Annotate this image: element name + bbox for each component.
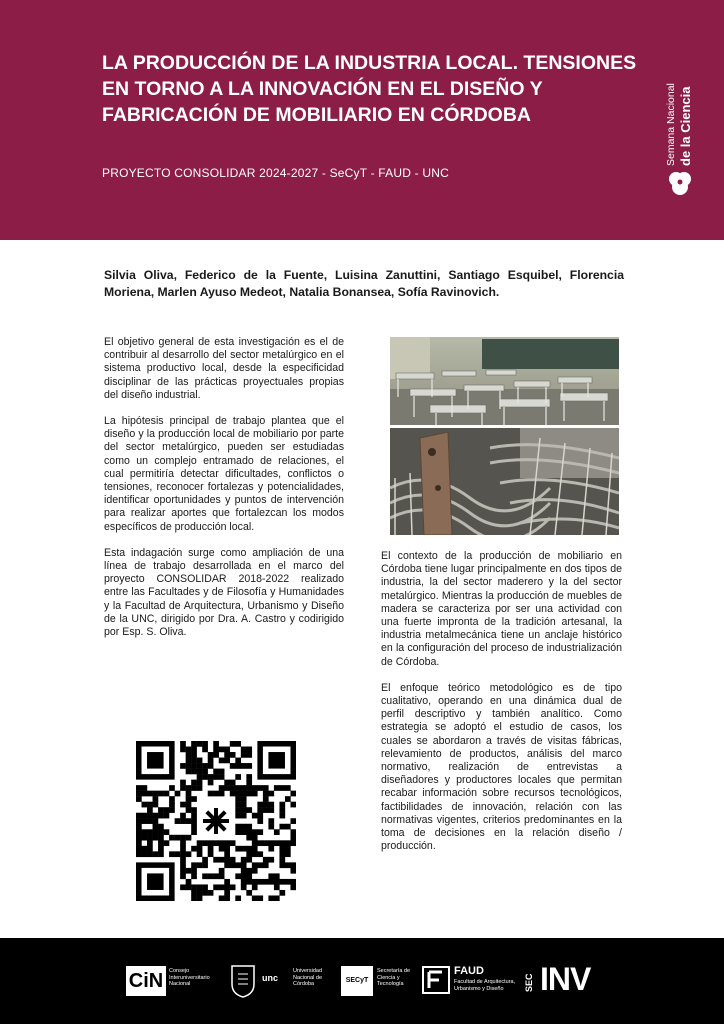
secyt-logo-text: Secretaría de Ciencia y Tecnología: [377, 968, 411, 987]
qr-center-asterisk-icon: [203, 808, 229, 834]
right-column: [381, 550, 622, 866]
brand-line-1: Semana Nacional: [665, 83, 677, 166]
paragraph-context: El contexto de la producción de mobiliario en Córdoba tiene lugar principalmente en dos tipos de industria, la del sector maderero y la del sector metalúrgico. Mientras la producción de muebles de madera se caracteriza por ser una actividad con una fuerte impronta de la tradición artesanal, la industria metalmecánica tiene un anclaje histórico en la configuración del proceso de industrialización de Córdoba.: [381, 550, 622, 668]
unc-shield-icon: [230, 964, 256, 998]
paragraph-background: Esta indagación surge como ampliación de una línea de trabajo desarrollada en el marco del proyecto CONSOLIDAR 2018-2022 realizado entre las Facultades y de Filosofía y Humanidades y la Facultad de Arquitectura, Urbanismo y Diseño de la UNC, dirigido por Dra. A. Castro y codirigido por Esp. S. Oliva.: [104, 546, 344, 639]
sec-label-text: SEC: [524, 973, 534, 992]
faud-mark-icon: [422, 966, 450, 994]
unc-logo: unc: [262, 973, 279, 983]
unc-logo-text: Universidad Nacional de Córdoba: [293, 968, 323, 987]
footer-logos: [0, 938, 724, 1024]
sec-label: [524, 962, 536, 998]
secyt-logo: SECyT: [341, 966, 373, 996]
poster-title: LA PRODUCCIÓN DE LA INDUSTRIA LOCAL. TENSIONES EN TORNO A LA INNOVACIÓN EN EL DISEÑO Y FABRICACIÓN DE MOBILIARIO EN CÓRDOBA: [102, 52, 637, 126]
faud-logo: FAUD: [454, 965, 484, 977]
paragraph-methodology: El enfoque teórico metodológico es de tipo cualitativo, operando en una dinámica dual de perfil descriptivo y también analítico. Como estrategia se adoptó el estudio de casos, los cuales se abordaron a través de visitas fábricas, relevamiento de productos, análisis del marco normativo, realización de entrevistas a diseñadores y productores locales que permitan recabar información sobre recursos tecnológicos, factibilidades de innovación, relación con las normativas vigentes, criterios predominantes en la toma de decisiones en la relación diseño / producción.: [381, 681, 622, 853]
header-banner: [0, 0, 724, 240]
faud-logo-text: Facultad de Arquitectura, Urbanismo y Diseño: [454, 979, 516, 992]
paragraph-hypothesis: La hipótesis principal de trabajo plantea que el diseño y la producción local de mobiliario por parte del sector metalúrgico, pueden ser estudiadas como un complejo entramado de relaciones, el cual permitiría detectar dificultades, conflictos o tensiones, reconocer fortalezas y potencialidades, identificar oportunidades y puntos de intervención para realizar aportes que fortalezcan los modos específicos de producción local.: [104, 415, 344, 533]
semana-ciencia-brand: [661, 46, 707, 196]
metal-chair-frames-photo: [390, 428, 619, 535]
brand-line-2: de la Ciencia: [678, 86, 693, 166]
cin-logo-text: Consejo Interuniversitario Nacional: [169, 968, 210, 987]
poster-subtitle: PROYECTO CONSOLIDAR 2024-2027 - SeCyT - FAUD - UNC: [102, 166, 449, 180]
inv-logo: INV: [540, 961, 591, 997]
authors-list: Silvia Oliva, Federico de la Fuente, Luisina Zanuttini, Santiago Esquibel, Florencia Moriena, Marlen Ayuso Medeot, Natalia Bonansea, Sofía Ravinovich.: [104, 268, 624, 299]
semana-ciencia-logo-icon: [667, 170, 693, 196]
qr-code[interactable]: [136, 741, 296, 901]
classroom-furniture-photo: [390, 337, 619, 425]
left-column: [104, 336, 344, 652]
cin-logo: CiN: [126, 966, 166, 996]
paragraph-objective: El objetivo general de esta investigación es el de contribuir al desarrollo del sector metalúrgico en el sistema productivo local, desde la especificidad disciplinar de las prácticas proyectuales propias del diseño industrial.: [104, 336, 344, 401]
